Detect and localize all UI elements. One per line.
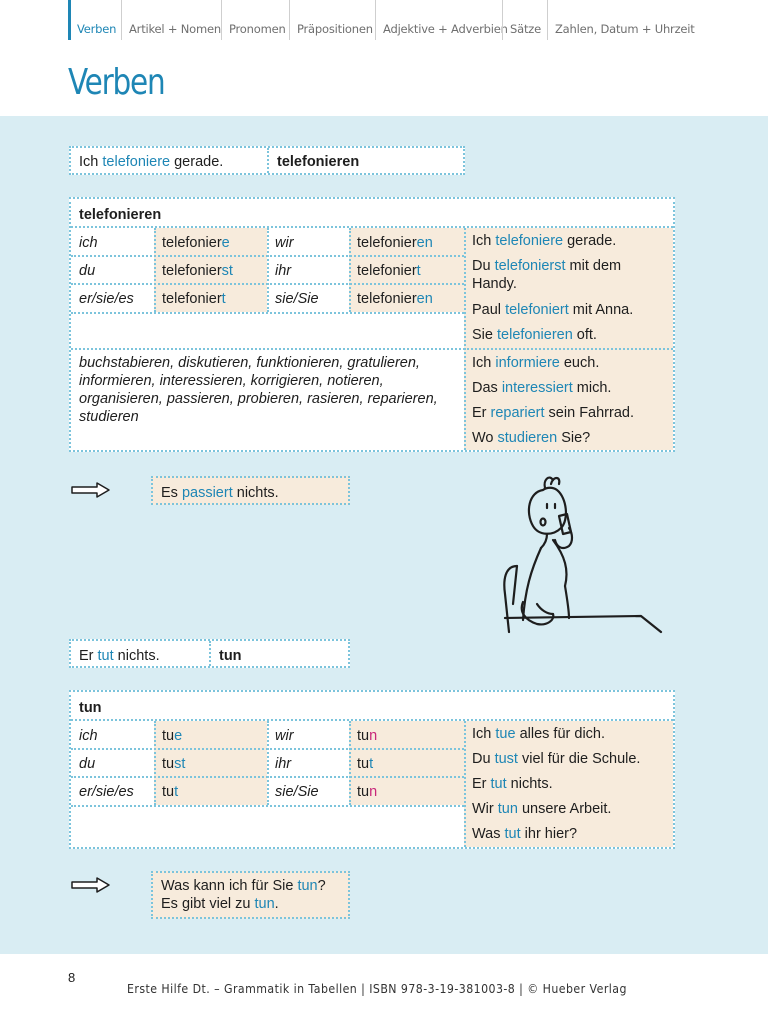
table-title: telefonieren bbox=[79, 207, 162, 223]
verb-form-ihr: tut bbox=[357, 756, 374, 772]
arrow-right-icon bbox=[71, 481, 111, 499]
pronoun-ihr: ihr bbox=[275, 263, 292, 279]
table-title: tun bbox=[79, 700, 102, 716]
divider bbox=[71, 748, 464, 750]
verb-form-ich: telefoniere bbox=[162, 235, 230, 251]
example-sentence: Sie telefonieren oft. bbox=[472, 327, 597, 343]
verb-form-ihr: telefoniert bbox=[357, 263, 421, 279]
example-sentence: Wo studieren Sie? bbox=[472, 430, 591, 446]
example-sentence: Ich informiere euch. bbox=[472, 355, 600, 371]
page-title: Verben bbox=[68, 62, 165, 103]
nav-tab-artikel-nomen[interactable]: Artikel + Nomen bbox=[121, 0, 221, 40]
example-sentence: Du tust viel für die Schule. bbox=[472, 751, 641, 767]
intro-infinitive: tun bbox=[219, 648, 242, 664]
pronoun-wir: wir bbox=[275, 235, 294, 251]
example-sentence: Ich tue alles für dich. bbox=[472, 726, 606, 742]
pronoun-sie-Sie: sie/Sie bbox=[275, 784, 319, 800]
verb-form-du: tust bbox=[162, 756, 186, 772]
verb-form-er-sie-es: tut bbox=[162, 784, 179, 800]
example-sentence: Er repariert sein Fahrrad. bbox=[472, 405, 634, 421]
example-sentence: Ich telefoniere gerade. bbox=[472, 233, 617, 249]
intro-box-tun bbox=[69, 639, 350, 668]
highlighted-verb: telefoniere bbox=[102, 154, 171, 170]
divider bbox=[71, 255, 464, 257]
verb-list: buchstabieren, diskutieren, funktionieren, gratulieren, informieren, interessieren, korrigieren, notieren, organisieren, passieren, probieren, rasieren, reparieren, studieren bbox=[79, 355, 438, 425]
divider bbox=[71, 348, 673, 350]
footer-credits: Erste Hilfe Dt. – Grammatik in Tabellen | ISBN 978-3-19-381003-8 | © Hueber Verlag bbox=[127, 981, 627, 996]
verb-form-du: telefonierst bbox=[162, 263, 233, 279]
intro-sentence: Ich telefoniere gerade. bbox=[79, 154, 224, 170]
pronoun-du: du bbox=[79, 756, 96, 772]
example-sentence: Paul telefoniert mit Anna. bbox=[472, 302, 634, 318]
intro-box-telefonieren bbox=[69, 146, 465, 175]
nav-tab-pronomen[interactable]: Pronomen bbox=[221, 0, 286, 40]
example-sentence: Er tut nichts. bbox=[472, 776, 553, 792]
example-sentence: Du telefonierst mit dem Handy. bbox=[472, 258, 622, 292]
conjugation-table-tun bbox=[69, 690, 675, 849]
note-box-passieren bbox=[151, 476, 350, 505]
intro-infinitive: telefonieren bbox=[277, 154, 360, 170]
pronoun-du: du bbox=[79, 263, 96, 279]
nav-tab-verben[interactable]: Verben bbox=[68, 0, 116, 40]
note-sentences: Was kann ich für Sie tun? Es gibt viel zu tun. bbox=[161, 878, 326, 912]
verb-form-wir: tun bbox=[357, 728, 378, 744]
conjugation-table-telefonieren bbox=[69, 197, 675, 452]
divider bbox=[71, 312, 464, 314]
person-on-phone-illustration bbox=[495, 470, 670, 640]
note-box-tun bbox=[151, 871, 350, 919]
example-sentence: Was tut ihr hier? bbox=[472, 826, 578, 842]
pronoun-er-sie-es: er/sie/es bbox=[79, 291, 134, 307]
pronoun-ich: ich bbox=[79, 728, 98, 744]
verb-form-sie-Sie: telefonieren bbox=[357, 291, 433, 307]
nav-tab-praepositionen[interactable]: Präpositionen bbox=[289, 0, 373, 40]
divider bbox=[71, 805, 464, 807]
verb-form-er-sie-es: telefoniert bbox=[162, 291, 226, 307]
top-navigation bbox=[0, 0, 768, 48]
page-number: 8 bbox=[68, 970, 76, 985]
nav-tab-zahlen-datum-uhrzeit[interactable]: Zahlen, Datum + Uhrzeit bbox=[547, 0, 695, 40]
intro-sentence: Er tut nichts. bbox=[79, 648, 160, 664]
pronoun-ihr: ihr bbox=[275, 756, 292, 772]
verb-form-wir: telefonieren bbox=[357, 235, 433, 251]
arrow-right-icon bbox=[71, 876, 111, 894]
verb-form-ich: tue bbox=[162, 728, 183, 744]
nav-tab-adjektive-adverbien[interactable]: Adjektive + Adverbien bbox=[375, 0, 508, 40]
example-sentence: Das interessiert mich. bbox=[472, 380, 612, 396]
pronoun-wir: wir bbox=[275, 728, 294, 744]
pronoun-er-sie-es: er/sie/es bbox=[79, 784, 134, 800]
nav-tab-saetze[interactable]: Sätze bbox=[502, 0, 541, 40]
example-sentence: Wir tun unsere Arbeit. bbox=[472, 801, 612, 817]
verb-form-sie-Sie: tun bbox=[357, 784, 378, 800]
pronoun-ich: ich bbox=[79, 235, 98, 251]
divider bbox=[71, 776, 464, 778]
pronoun-sie-Sie: sie/Sie bbox=[275, 291, 319, 307]
divider bbox=[71, 283, 464, 285]
note-sentence: Es passiert nichts. bbox=[161, 485, 279, 501]
